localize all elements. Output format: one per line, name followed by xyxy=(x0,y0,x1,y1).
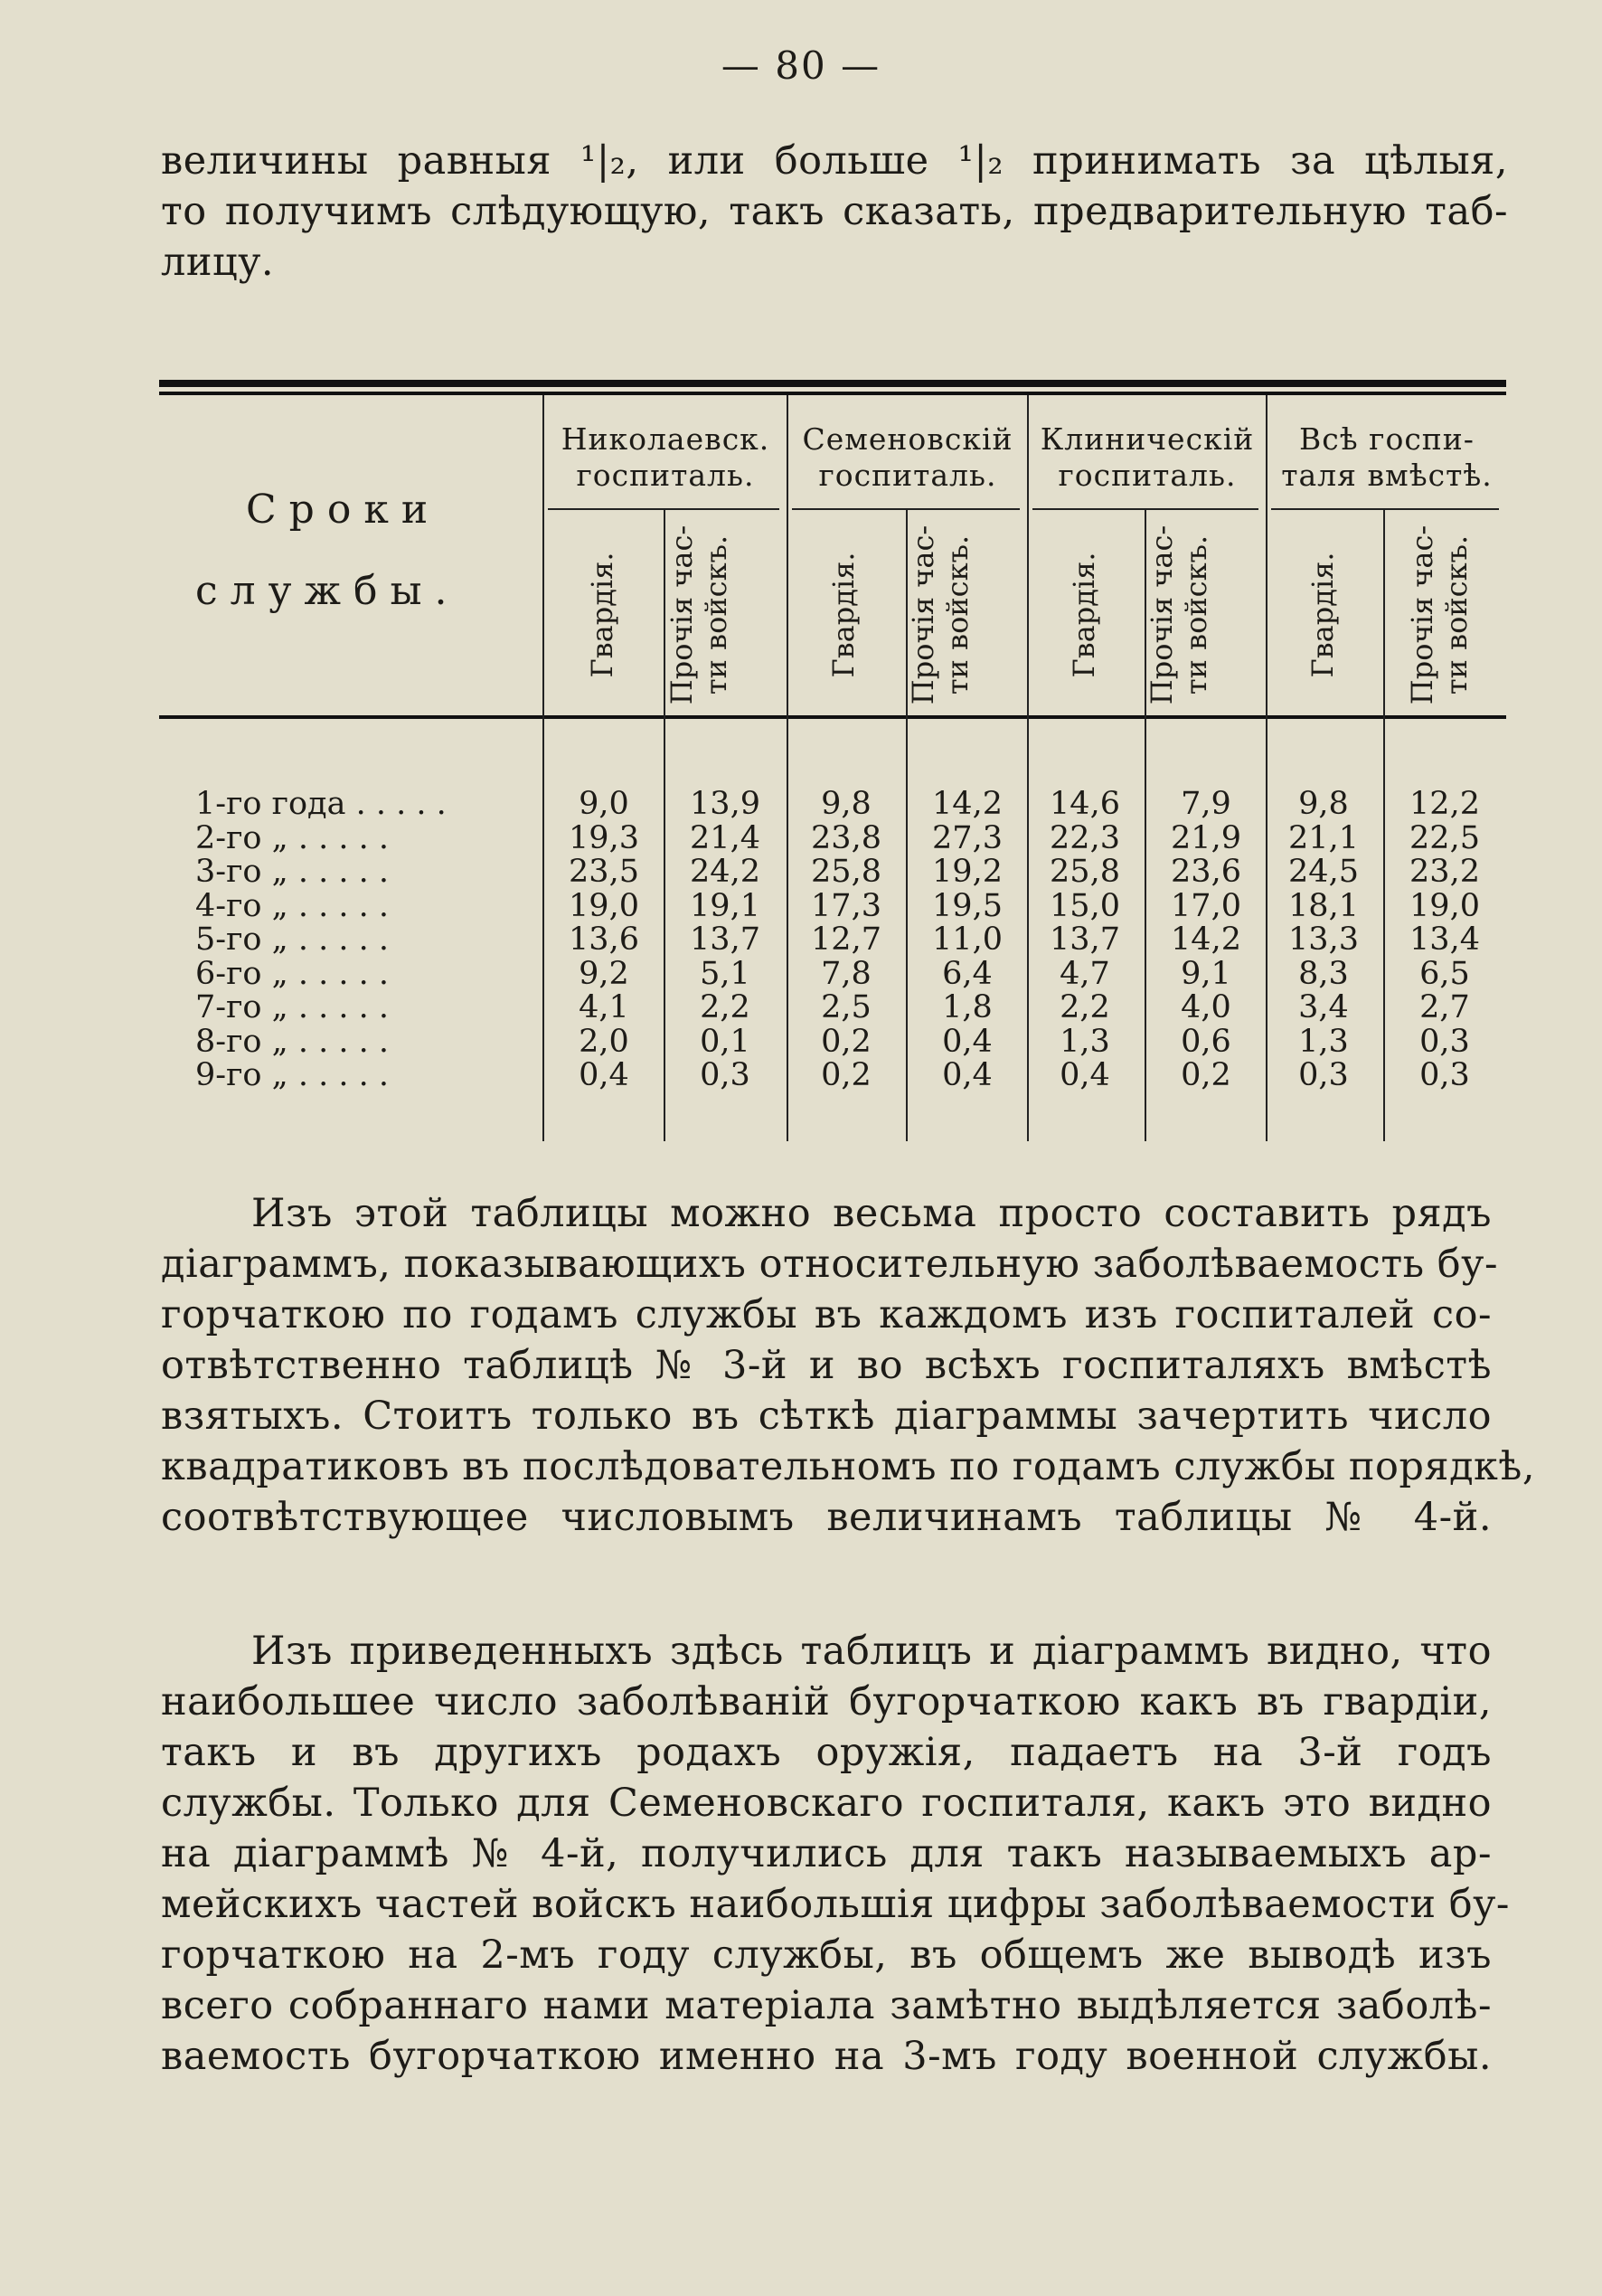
text-line: взятыхъ. Стоитъ только въ сѣткѣ діаграммы зачертить число xyxy=(161,1394,1492,1439)
group-subtitle: таля вмѣстѣ. xyxy=(1281,458,1493,493)
text-line: діаграммъ, показывающихъ относительную заболѣваемость бу- xyxy=(161,1242,1498,1287)
table-cell: 19,2 xyxy=(932,854,1003,890)
table-top-rule xyxy=(159,380,1506,387)
table-row xyxy=(159,1025,1506,1059)
row-label: 3-го „ . . . . . xyxy=(195,854,390,890)
table-row xyxy=(159,855,1506,889)
table-cell: 27,3 xyxy=(932,819,1003,856)
subheader-guard: Гвардія. xyxy=(1067,552,1101,678)
row-label: 2-го „ . . . . . xyxy=(195,819,390,856)
table-cell: 23,2 xyxy=(1409,854,1480,890)
table-cell: 9,2 xyxy=(579,955,629,992)
table-cell: 2,0 xyxy=(579,1023,629,1060)
table-row xyxy=(159,922,1506,957)
table-cell: 12,7 xyxy=(811,921,881,958)
text-line: лицу. xyxy=(161,240,275,285)
table-cell: 9,0 xyxy=(579,786,629,822)
table-cell: 7,9 xyxy=(1181,786,1231,822)
table-cell: 19,5 xyxy=(932,887,1003,924)
table-cell: 14,6 xyxy=(1050,786,1120,822)
text-line: такъ и въ другихъ родахъ оружія, падаетъ на 3-й годъ xyxy=(161,1730,1492,1775)
subheader-other xyxy=(664,515,740,714)
table-cell: 17,0 xyxy=(1171,887,1241,924)
group-subtitle: госпиталь. xyxy=(576,458,755,493)
term-header-2: службы. xyxy=(195,568,460,614)
table-cell: 18,1 xyxy=(1288,887,1359,924)
group-subtitle: госпиталь. xyxy=(1058,458,1237,493)
subheader-other xyxy=(1405,515,1481,714)
table-cell: 2,2 xyxy=(700,989,750,1025)
group-underline xyxy=(548,508,779,510)
table-cell: 9,8 xyxy=(1298,786,1349,822)
subheader-line: Прочія час- xyxy=(1405,524,1439,705)
table-cell: 21,1 xyxy=(1288,819,1359,856)
table-cell: 7,8 xyxy=(821,955,872,992)
subheader-line: Прочія час- xyxy=(664,524,699,705)
table-cell: 12,2 xyxy=(1409,786,1480,822)
table-cell: 19,0 xyxy=(1409,887,1480,924)
table-cell: 14,2 xyxy=(932,786,1003,822)
group-underline xyxy=(792,508,1020,510)
group-title: Всѣ госпи- xyxy=(1299,421,1475,457)
table-cell: 9,8 xyxy=(821,786,872,822)
table-cell: 15,0 xyxy=(1050,887,1120,924)
subheader-other xyxy=(906,515,982,714)
table-cell: 2,5 xyxy=(821,989,872,1025)
table-row xyxy=(159,889,1506,923)
text-line: величины равныя ¹|₂, или больше ¹|₂ принимать за цѣлыя, xyxy=(161,138,1508,184)
subheader-guard: Гвардія. xyxy=(1305,552,1340,678)
table-cell: 0,3 xyxy=(1419,1057,1470,1093)
table-cell: 6,4 xyxy=(942,955,993,992)
table-row xyxy=(159,1058,1506,1092)
table-cell: 22,3 xyxy=(1050,819,1120,856)
table-cell: 22,5 xyxy=(1409,819,1480,856)
table-cell: 1,3 xyxy=(1060,1023,1110,1060)
table-cell: 24,5 xyxy=(1288,854,1359,890)
subheader-guard: Гвардія. xyxy=(585,552,619,678)
table-cell: 6,5 xyxy=(1419,955,1470,992)
table-cell: 4,1 xyxy=(579,989,629,1025)
header-bottom-rule xyxy=(159,715,1506,719)
text-line: квадратиковъ въ послѣдовательномъ по годамъ службы порядкѣ, xyxy=(161,1444,1536,1489)
table-cell: 19,1 xyxy=(690,887,760,924)
group-underline xyxy=(1032,508,1258,510)
table-cell: 23,8 xyxy=(811,819,881,856)
table-cell: 13,7 xyxy=(1050,921,1120,958)
table-cell: 8,3 xyxy=(1298,955,1349,992)
table-cell: 0,4 xyxy=(579,1057,629,1093)
text-line: соотвѣтствующее числовымъ величинамъ таблицы № 4-й. xyxy=(161,1495,1492,1540)
table-cell: 0,4 xyxy=(1060,1057,1110,1093)
table-cell: 19,3 xyxy=(569,819,639,856)
row-label: 4-го „ . . . . . xyxy=(195,887,390,924)
table-cell: 0,3 xyxy=(1298,1057,1349,1093)
group-header-clinical xyxy=(1029,421,1266,494)
table-cell: 2,2 xyxy=(1060,989,1110,1025)
table-row xyxy=(159,821,1506,855)
text-line: всего собраннаго нами матеріала замѣтно выдѣляется заболѣ- xyxy=(161,1983,1492,2028)
page-number: — 80 — xyxy=(721,43,881,88)
subheader-other xyxy=(1145,515,1220,714)
table-cell: 21,9 xyxy=(1171,819,1241,856)
table-cell: 13,3 xyxy=(1288,921,1359,958)
text-line: наибольшее число заболѣваній бугорчаткою какъ въ гвардіи, xyxy=(161,1679,1492,1724)
data-table xyxy=(159,380,1506,1141)
row-label: 6-го „ . . . . . xyxy=(195,955,390,992)
table-cell: 21,4 xyxy=(690,819,760,856)
table-cell: 25,8 xyxy=(1050,854,1120,890)
table-cell: 9,1 xyxy=(1181,955,1231,992)
text-line: то получимъ слѣдующую, такъ сказать, предварительную таб- xyxy=(161,189,1508,234)
text-line: Изъ приведенныхъ здѣсь таблицъ и діаграммъ видно, что xyxy=(251,1629,1492,1674)
table-cell: 23,5 xyxy=(569,854,639,890)
table-cell: 2,7 xyxy=(1419,989,1470,1025)
term-header-1: Сроки xyxy=(246,487,441,533)
table-cell: 0,2 xyxy=(821,1057,872,1093)
text-line: отвѣтственно таблицѣ № 3-й и во всѣхъ госпиталяхъ вмѣстѣ xyxy=(161,1343,1492,1388)
row-label: 5-го „ . . . . . xyxy=(195,921,390,958)
table-cell: 11,0 xyxy=(932,921,1003,958)
group-header-semenovsky xyxy=(788,421,1027,494)
table-cell: 0,2 xyxy=(1181,1057,1231,1093)
paragraph-conclusion xyxy=(161,1626,1510,2082)
group-header-all xyxy=(1267,421,1506,494)
table-cell: 1,3 xyxy=(1298,1023,1349,1060)
table-cell: 0,6 xyxy=(1181,1023,1231,1060)
text-line: на діаграммѣ № 4-й, получились для такъ называемыхъ ар- xyxy=(161,1831,1492,1876)
table-cell: 0,2 xyxy=(821,1023,872,1060)
text-line: горчаткою на 2-мъ году службы, въ общемъ же выводѣ изъ xyxy=(161,1932,1492,1978)
group-title: Николаевск. xyxy=(561,421,770,457)
table-cell: 14,2 xyxy=(1171,921,1241,958)
row-label: 1-го года . . . . . xyxy=(195,786,447,822)
subheader-line: ти войскъ. xyxy=(699,534,733,695)
text-line: службы. Только для Семеновскаго госпиталя, какъ это видно xyxy=(161,1781,1492,1826)
table-cell: 19,0 xyxy=(569,887,639,924)
table-cell: 4,0 xyxy=(1181,989,1231,1025)
table-cell: 0,3 xyxy=(1419,1023,1470,1060)
text-line: Изъ этой таблицы можно весьма просто составить рядъ xyxy=(251,1191,1492,1236)
table-cell: 1,8 xyxy=(942,989,993,1025)
table-row xyxy=(159,957,1506,991)
subheader-line: ти войскъ. xyxy=(1179,534,1213,695)
table-cell: 0,4 xyxy=(942,1057,993,1093)
paragraph-diagrams xyxy=(161,1188,1536,1543)
group-title: Клиническій xyxy=(1040,421,1255,457)
table-cell: 3,4 xyxy=(1298,989,1349,1025)
group-header-nikolaevsky xyxy=(544,421,787,494)
group-underline xyxy=(1271,508,1499,510)
table-cell: 24,2 xyxy=(690,854,760,890)
table-cell: 17,3 xyxy=(811,887,881,924)
table-cell: 13,7 xyxy=(690,921,760,958)
table-top-rule-thin xyxy=(159,392,1506,395)
table-cell: 0,4 xyxy=(942,1023,993,1060)
table-cell: 0,3 xyxy=(700,1057,750,1093)
row-label: 7-го „ . . . . . xyxy=(195,989,390,1025)
table-cell: 13,6 xyxy=(569,921,639,958)
table-cell: 0,1 xyxy=(700,1023,750,1060)
text-line: мейскихъ частей войскъ наибольшія цифры заболѣваемости бу- xyxy=(161,1882,1510,1927)
table-cell: 23,6 xyxy=(1171,854,1241,890)
table-row xyxy=(159,990,1506,1025)
table-cell: 13,9 xyxy=(690,786,760,822)
table-cell: 13,4 xyxy=(1409,921,1480,958)
text-line: горчаткою по годамъ службы въ каждомъ изъ госпиталей со- xyxy=(161,1292,1492,1337)
group-title: Семеновскій xyxy=(802,421,1013,457)
table-cell: 4,7 xyxy=(1060,955,1110,992)
subheader-line: Прочія час- xyxy=(906,524,940,705)
table-row xyxy=(159,787,1506,821)
subheader-line: ти войскъ. xyxy=(940,534,975,695)
table-cell: 5,1 xyxy=(700,955,750,992)
row-label: 9-го „ . . . . . xyxy=(195,1057,390,1093)
group-subtitle: госпиталь. xyxy=(818,458,997,493)
subheader-guard: Гвардія. xyxy=(826,552,861,678)
table-cell: 25,8 xyxy=(811,854,881,890)
row-label: 8-го „ . . . . . xyxy=(195,1023,390,1060)
intro-paragraph xyxy=(161,136,1508,288)
subheader-line: ти войскъ. xyxy=(1439,534,1474,695)
subheader-line: Прочія час- xyxy=(1145,524,1179,705)
text-line: ваемость бугорчаткою именно на 3-мъ году военной службы. xyxy=(161,2034,1492,2079)
